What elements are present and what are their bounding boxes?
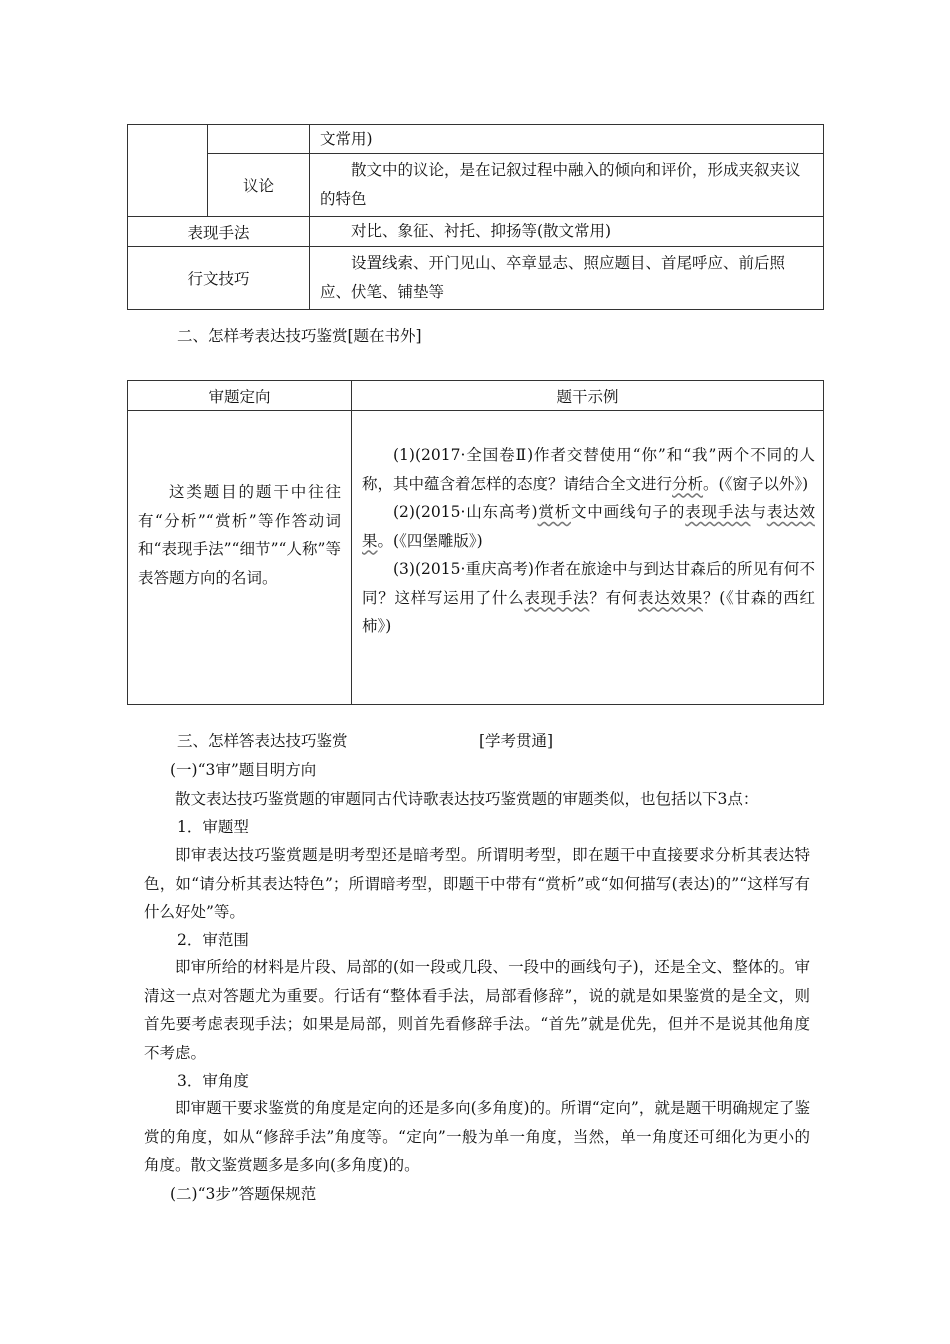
header-left: 审题定向 <box>128 381 352 411</box>
direction-text: 这类题目的题干中往往有“分析”“赏析”等作答动词和“表现手法”“细节”“人称”等表答题方向的名词。 <box>128 411 352 705</box>
exam-direction-table <box>127 380 824 705</box>
examples-cell <box>352 411 824 705</box>
item-3-paragraph: 即审题干要求鉴赏的角度是定向的还是多向(多角度)的。所谓“定向”，就是题干明确规定了鉴赏的角度，如从“修辞手法”角度等。“定向”一般为单一角度，当然，单一角度还可细化为更小的角度。散文鉴赏题多是多向(多角度)的。 <box>144 1099 810 1174</box>
item-1-paragraph: 即审表达技巧鉴赏题是明考型还是暗考型。所谓明考型，即在题干中直接要求分析其表达特色，如“请分析其表达特色”；所谓暗考型，即题干中带有“赏析”或“如何描写(表达)的”“这样写有什么好处”等。 <box>144 846 810 921</box>
section2-heading: 二、怎样考表达技巧鉴赏[题在书外] <box>177 327 422 345</box>
row3-label: 行文技巧 <box>128 247 310 310</box>
row2-label: 表现手法 <box>128 217 310 247</box>
label-cell-empty <box>208 125 310 154</box>
item-2-heading: 2．审范围 <box>177 931 249 949</box>
example-3: (3)(2015·重庆高考)作者在旅途中与到达甘森后的所见有何不同？这样写运用了什么表现手法？有何表达效果？(《甘森的西红柿》) <box>362 560 815 635</box>
intro-paragraph: 散文表达技巧鉴赏题的审题同古代诗歌表达技巧鉴赏题的审题类似，也包括以下3点： <box>175 790 759 808</box>
item-1-heading: 1．审题型 <box>177 818 249 836</box>
section3-heading: 三、怎样答表达技巧鉴赏 <box>177 732 348 750</box>
subheading-1: (一)“3审”题目明方向 <box>170 761 317 779</box>
row1-text: 散文中的议论，是在记叙过程中融入的倾向和评价，形成夹叙夹议的特色 <box>310 154 824 217</box>
row2-text: 对比、象征、衬托、抑扬等(散文常用) <box>310 217 824 247</box>
row1-label: 议论 <box>208 154 310 217</box>
example-1: (1)(2017·全国卷Ⅱ)作者交替使用“你”和“我”两个不同的人称，其中蕴含着怎样的态度？请结合全文进行分析。(《窗子以外》) <box>362 446 815 493</box>
technique-table <box>127 124 824 310</box>
row3-text: 设置线索、开门见山、卒章显志、照应题目、首尾呼应、前后照应、伏笔、铺垫等 <box>310 247 824 310</box>
section3-tag: [学考贯通] <box>479 732 554 750</box>
item-2-paragraph: 即审所给的材料是片段、局部的(如一段或几段、一段中的画线句子)，还是全文、整体的。审清这一点对答题尤为重要。行话有“整体看手法，局部看修辞”，说的就是如果鉴赏的是全文，则首先要考虑表现手法；如果是局部，则首先看修辞手法。“首先”就是优先，但并不是说其他角度不考虑。 <box>144 958 810 1062</box>
subheading-2: (二)“3步”答题保规范 <box>170 1185 317 1203</box>
row0-text: 文常用) <box>310 125 824 154</box>
example-2: (2)(2015·山东高考)赏析文中画线句子的表现手法与表达效果。(《四堡雕版》) <box>362 503 815 550</box>
item-3-heading: 3．审角度 <box>177 1072 249 1090</box>
category-cell-empty <box>128 125 208 217</box>
header-right: 题干示例 <box>352 381 824 411</box>
